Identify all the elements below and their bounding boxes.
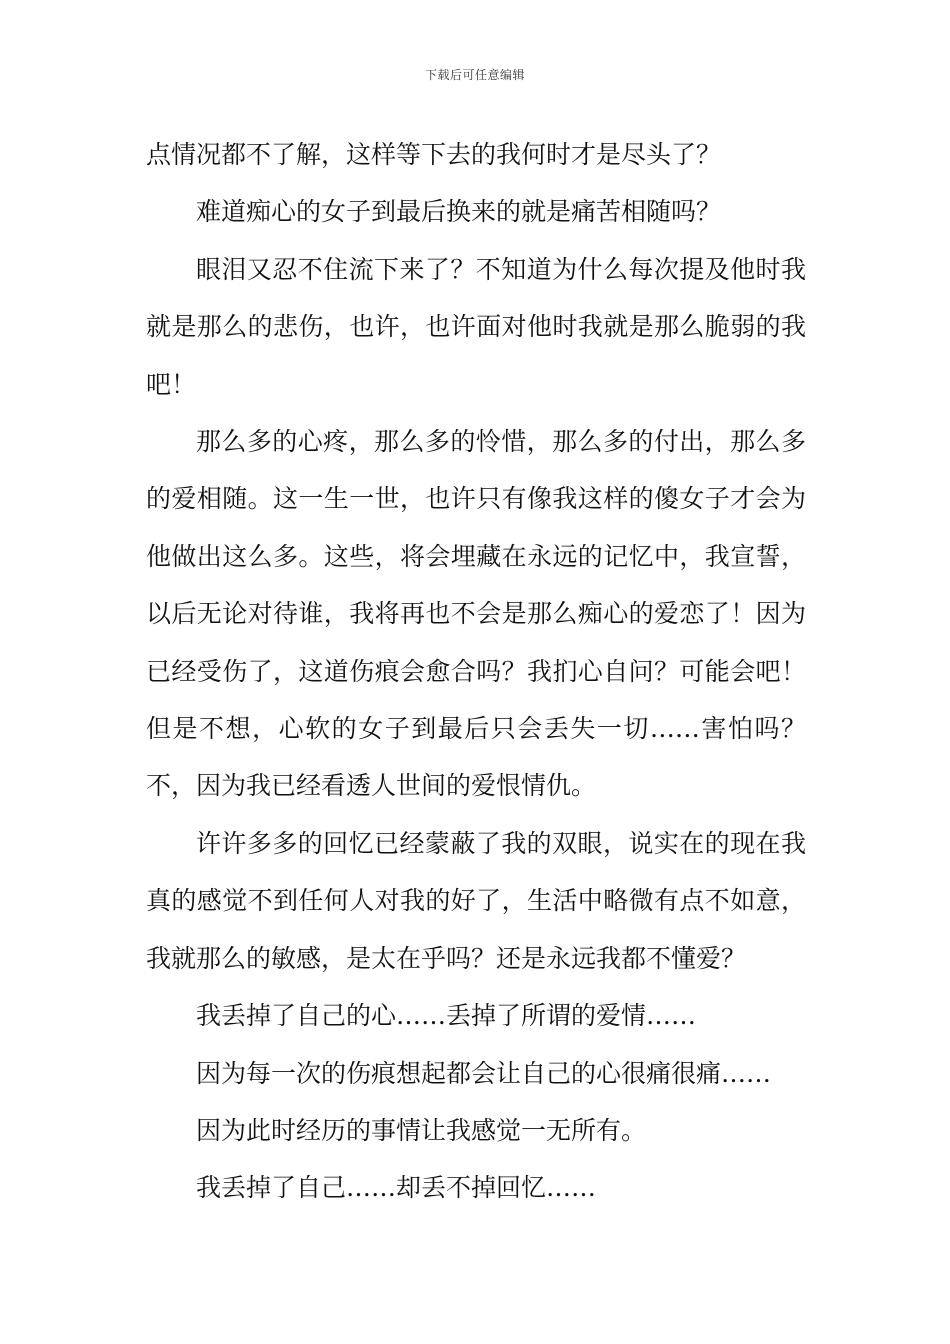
paragraph: 我丢掉了自己的心……丢掉了所谓的爱情…… — [196, 1001, 697, 1031]
page-header: 下载后可任意编辑 — [424, 68, 525, 82]
paragraph: 许许多多的回忆已经蒙蔽了我的双眼，说实在的现在我真的感觉不到任何人对我的好了，生活中略微有点不如意，我就那么的敏感，是太在乎吗？还是永远我都不懂爱？ — [146, 828, 806, 973]
paragraph: 因为每一次的伤痕想起都会让自己的心很痛很痛…… — [196, 1058, 772, 1088]
paragraph: 难道痴心的女子到最后换来的就是痛苦相随吗？ — [196, 197, 722, 227]
paragraph: 那么多的心疼，那么多的怜惜，那么多的付出，那么多的爱相随。这一生一世，也许只有像我这样的傻女子才会为他做出这么多。这些，将会埋藏在永远的记忆中，我宣誓，以后无论对待谁，我将再也不会是那么痴心的爱恋了！因为已经受伤了，这道伤痕会愈合吗？我扪心自问？可能会吧！但是不想，心软的女子到最后只会丢失一切……害怕吗？不，因为我已经看透人世间的爱恨情仇。 — [146, 427, 806, 801]
paragraph: 眼泪又忍不住流下来了？不知道为什么每次提及他时我就是那么的悲伤，也许，也许面对他时我就是那么脆弱的我吧！ — [146, 254, 806, 399]
paragraph: 我丢掉了自己……却丢不掉回忆…… — [196, 1173, 597, 1203]
body-text — [146, 126, 806, 1217]
paragraph: 因为此时经历的事情让我感觉一无所有。 — [196, 1115, 647, 1145]
paragraph: 点情况都不了解，这样等下去的我何时才是尽头了？ — [146, 140, 722, 169]
